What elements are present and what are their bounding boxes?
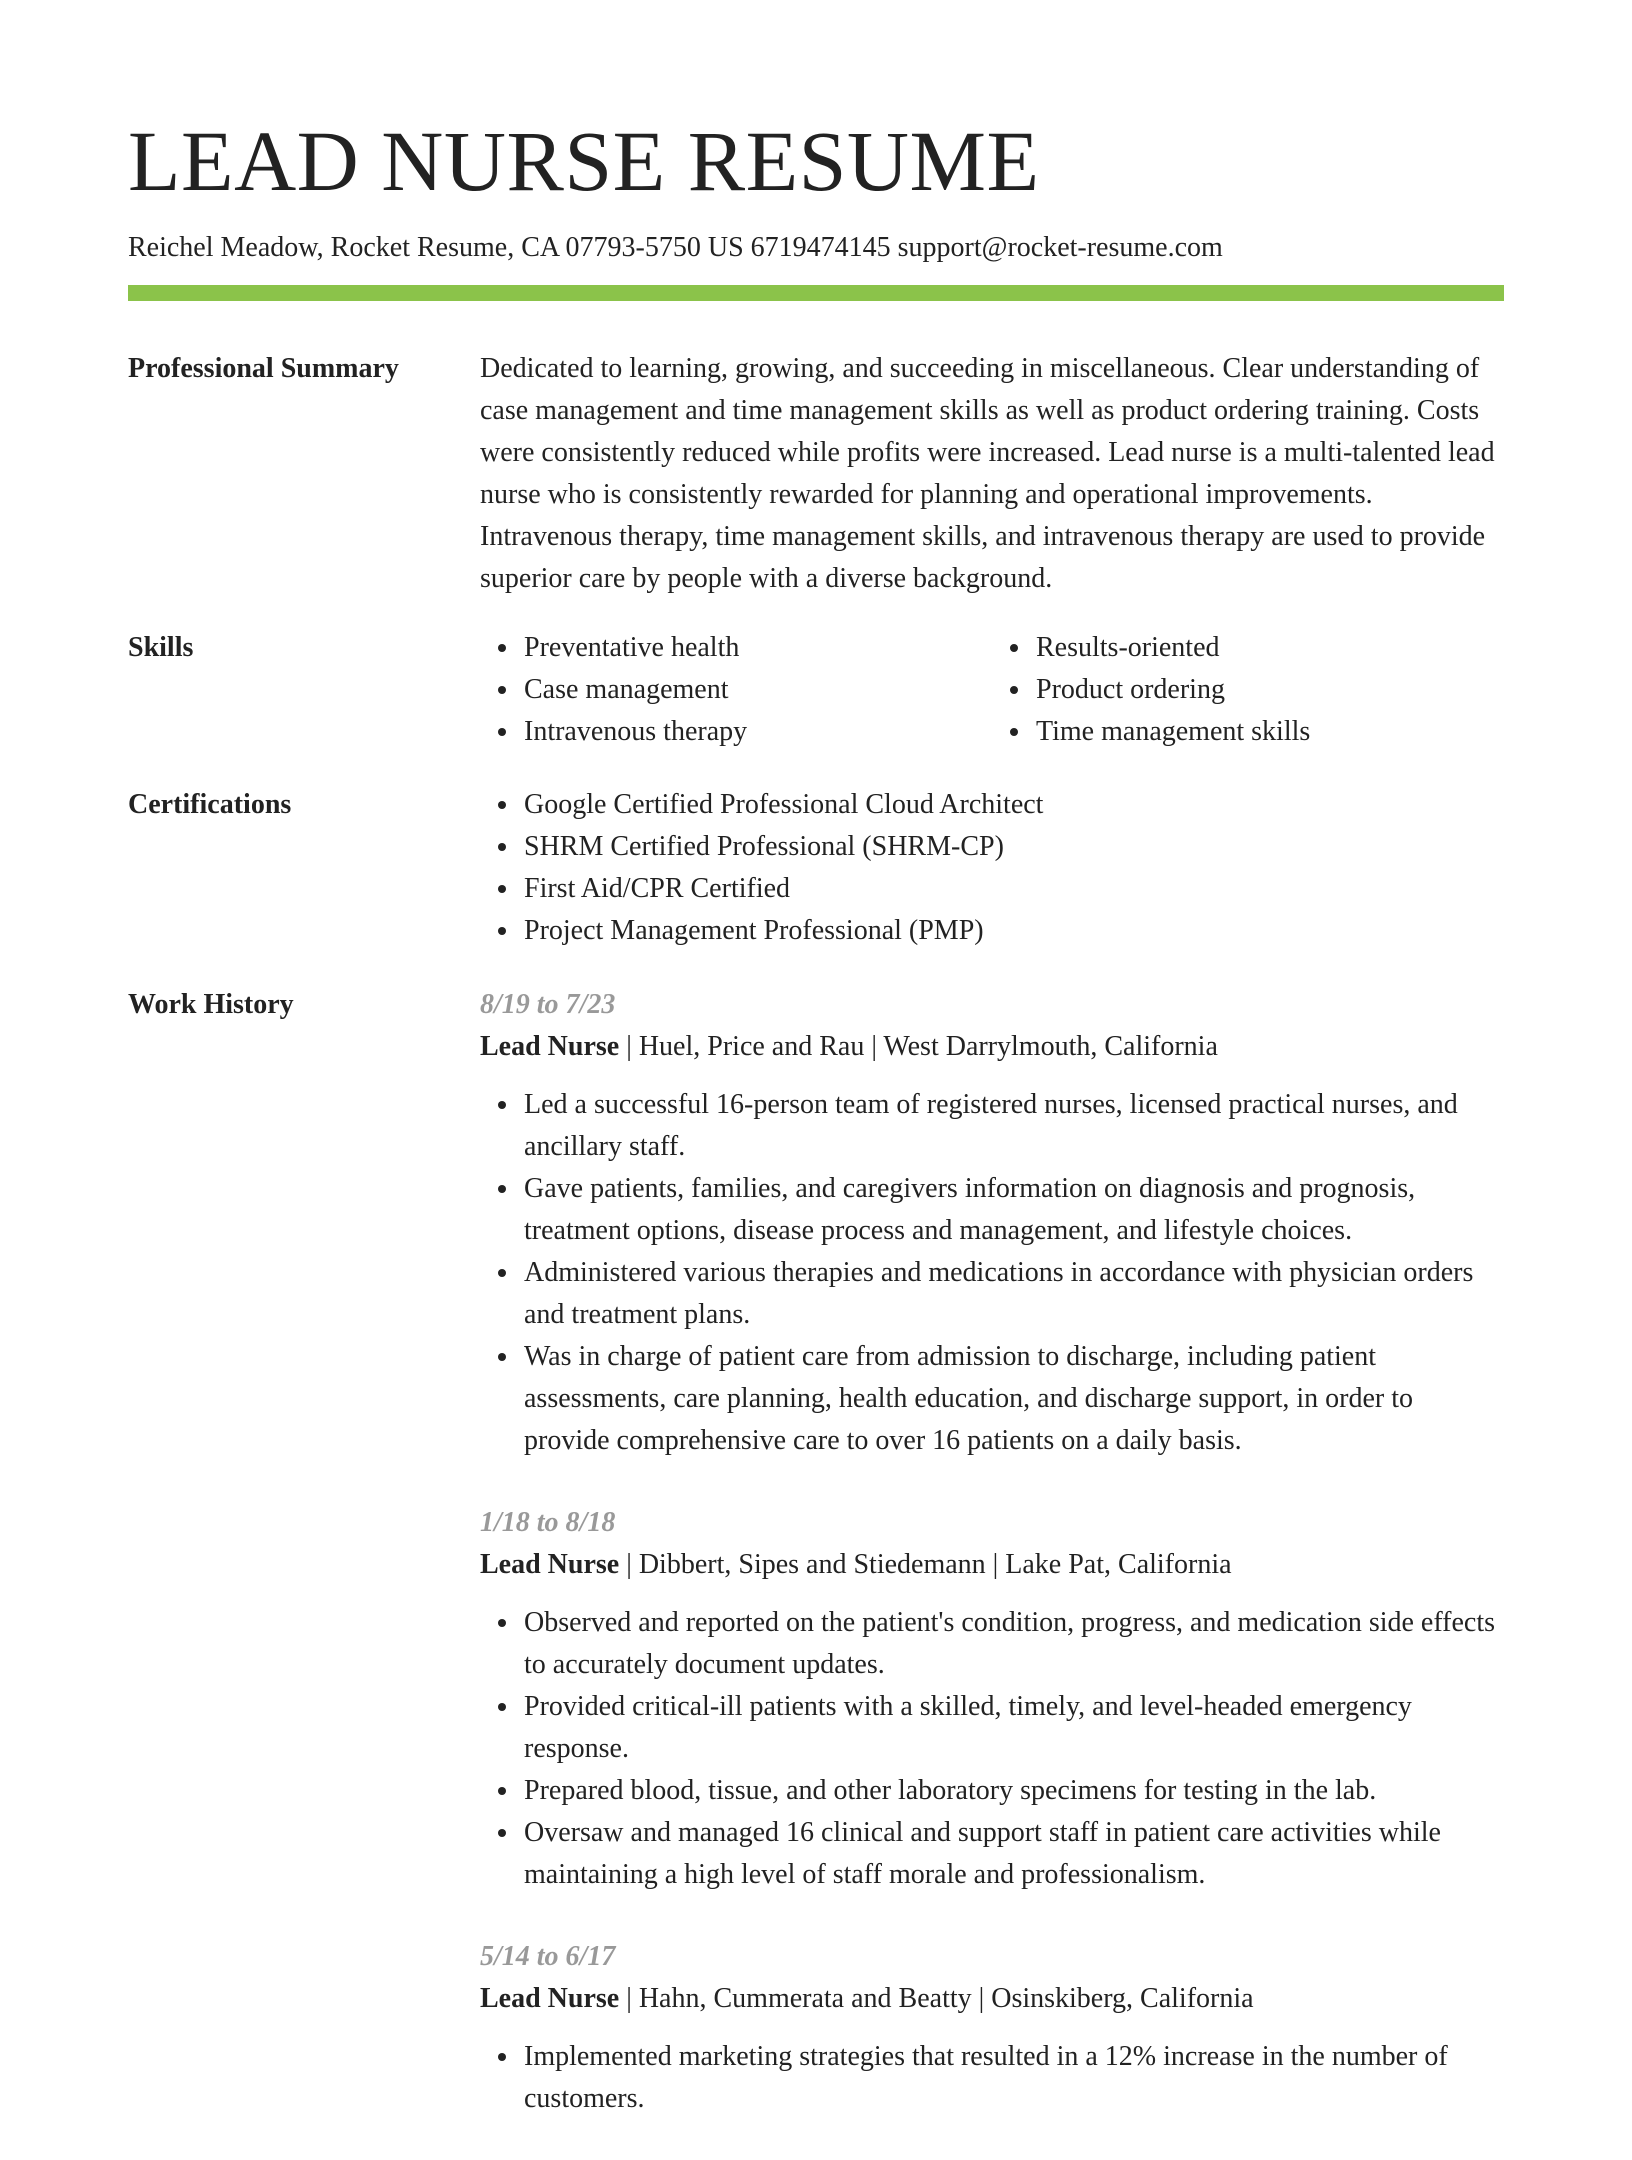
- skill-item: Preventative health: [524, 627, 992, 669]
- section-label-certifications: Certifications: [128, 789, 292, 820]
- job-duty-item: Provided critical-ill patients with a skilled, timely, and level-headed emergency response.: [524, 1686, 1504, 1770]
- job-duties-list: [480, 1084, 1504, 1462]
- summary-text: Dedicated to learning, growing, and succeeding in miscellaneous. Clear understanding of case management and time management skills as well as product ordering training. Costs were consistently reduced while profits were increased. Lead nurse is a multi-talented lead nurse who is consistently rewarded for planning and operational improvements. Intravenous therapy, time management skills, and intravenous therapy are used to provide superior care by people with a diverse background.: [480, 353, 1495, 594]
- job-duties-list: [480, 1602, 1504, 1896]
- job-employer-location: | Hahn, Cummerata and Beatty | Osinskiberg, California: [619, 1983, 1254, 2014]
- job-title: Lead Nurse: [480, 1549, 620, 1580]
- job-title: Lead Nurse: [480, 1031, 620, 1062]
- section-label-skills: Skills: [128, 632, 194, 663]
- resume-title: LEAD NURSE RESUME: [128, 113, 1040, 209]
- job-duties-list: [480, 2036, 1504, 2120]
- section-label-work-history: Work History: [128, 989, 294, 1020]
- skills-column-left: [480, 627, 992, 753]
- job-heading: [480, 1026, 1504, 1068]
- skills-body: [480, 627, 1504, 753]
- certification-item: First Aid/CPR Certified: [524, 868, 1504, 910]
- job-dates: 8/19 to 7/23: [480, 989, 616, 1020]
- job-entry: [480, 1936, 1504, 2120]
- job-dates: 1/18 to 8/18: [480, 1507, 616, 1538]
- skills-column-right: [992, 627, 1504, 753]
- job-duty-item: Was in charge of patient care from admission to discharge, including patient assessments, care planning, health education, and discharge support, in order to provide comprehensive care to over 16 patients on a daily basis.: [524, 1336, 1504, 1462]
- job-title: Lead Nurse: [480, 1983, 620, 2014]
- job-entry: [480, 1502, 1504, 1896]
- skills-grid: [480, 627, 1504, 753]
- certifications-body: [480, 784, 1504, 952]
- job-duty-item: Oversaw and managed 16 clinical and support staff in patient care activities while maintaining a high level of staff morale and professionalism.: [524, 1812, 1504, 1896]
- job-heading: [480, 1544, 1504, 1586]
- section-label-summary: Professional Summary: [128, 353, 399, 384]
- skill-item: Results-oriented: [1036, 627, 1504, 669]
- skill-item: Time management skills: [1036, 711, 1504, 753]
- header-divider-bar: [128, 285, 1504, 301]
- certification-item: Google Certified Professional Cloud Architect: [524, 784, 1504, 826]
- certification-item: Project Management Professional (PMP): [524, 910, 1504, 952]
- job-duty-item: Administered various therapies and medications in accordance with physician orders and treatment plans.: [524, 1252, 1504, 1336]
- job-dates: 5/14 to 6/17: [480, 1941, 616, 1972]
- job-heading: [480, 1978, 1504, 2020]
- job-employer-location: | Huel, Price and Rau | West Darrylmouth, California: [619, 1031, 1218, 1062]
- skill-item: Case management: [524, 669, 992, 711]
- contact-info: Reichel Meadow, Rocket Resume, CA 07793-5750 US 6719474145 support@rocket-resume.com: [128, 232, 1223, 263]
- certification-item: SHRM Certified Professional (SHRM-CP): [524, 826, 1504, 868]
- certifications-list: [480, 784, 1504, 952]
- skill-item: Product ordering: [1036, 669, 1504, 711]
- job-employer-location: | Dibbert, Sipes and Stiedemann | Lake Pat, California: [619, 1549, 1232, 1580]
- summary-body: [480, 348, 1504, 600]
- job-duty-item: Implemented marketing strategies that resulted in a 12% increase in the number of customers.: [524, 2036, 1504, 2120]
- job-duty-item: Gave patients, families, and caregivers information on diagnosis and prognosis, treatment options, disease process and management, and lifestyle choices.: [524, 1168, 1504, 1252]
- job-duty-item: Led a successful 16-person team of registered nurses, licensed practical nurses, and ancillary staff.: [524, 1084, 1504, 1168]
- job-duty-item: Prepared blood, tissue, and other laboratory specimens for testing in the lab.: [524, 1770, 1504, 1812]
- work-history-body: [480, 984, 1504, 2160]
- skill-item: Intravenous therapy: [524, 711, 992, 753]
- job-entry: [480, 984, 1504, 1462]
- job-duty-item: Observed and reported on the patient's condition, progress, and medication side effects to accurately document updates.: [524, 1602, 1504, 1686]
